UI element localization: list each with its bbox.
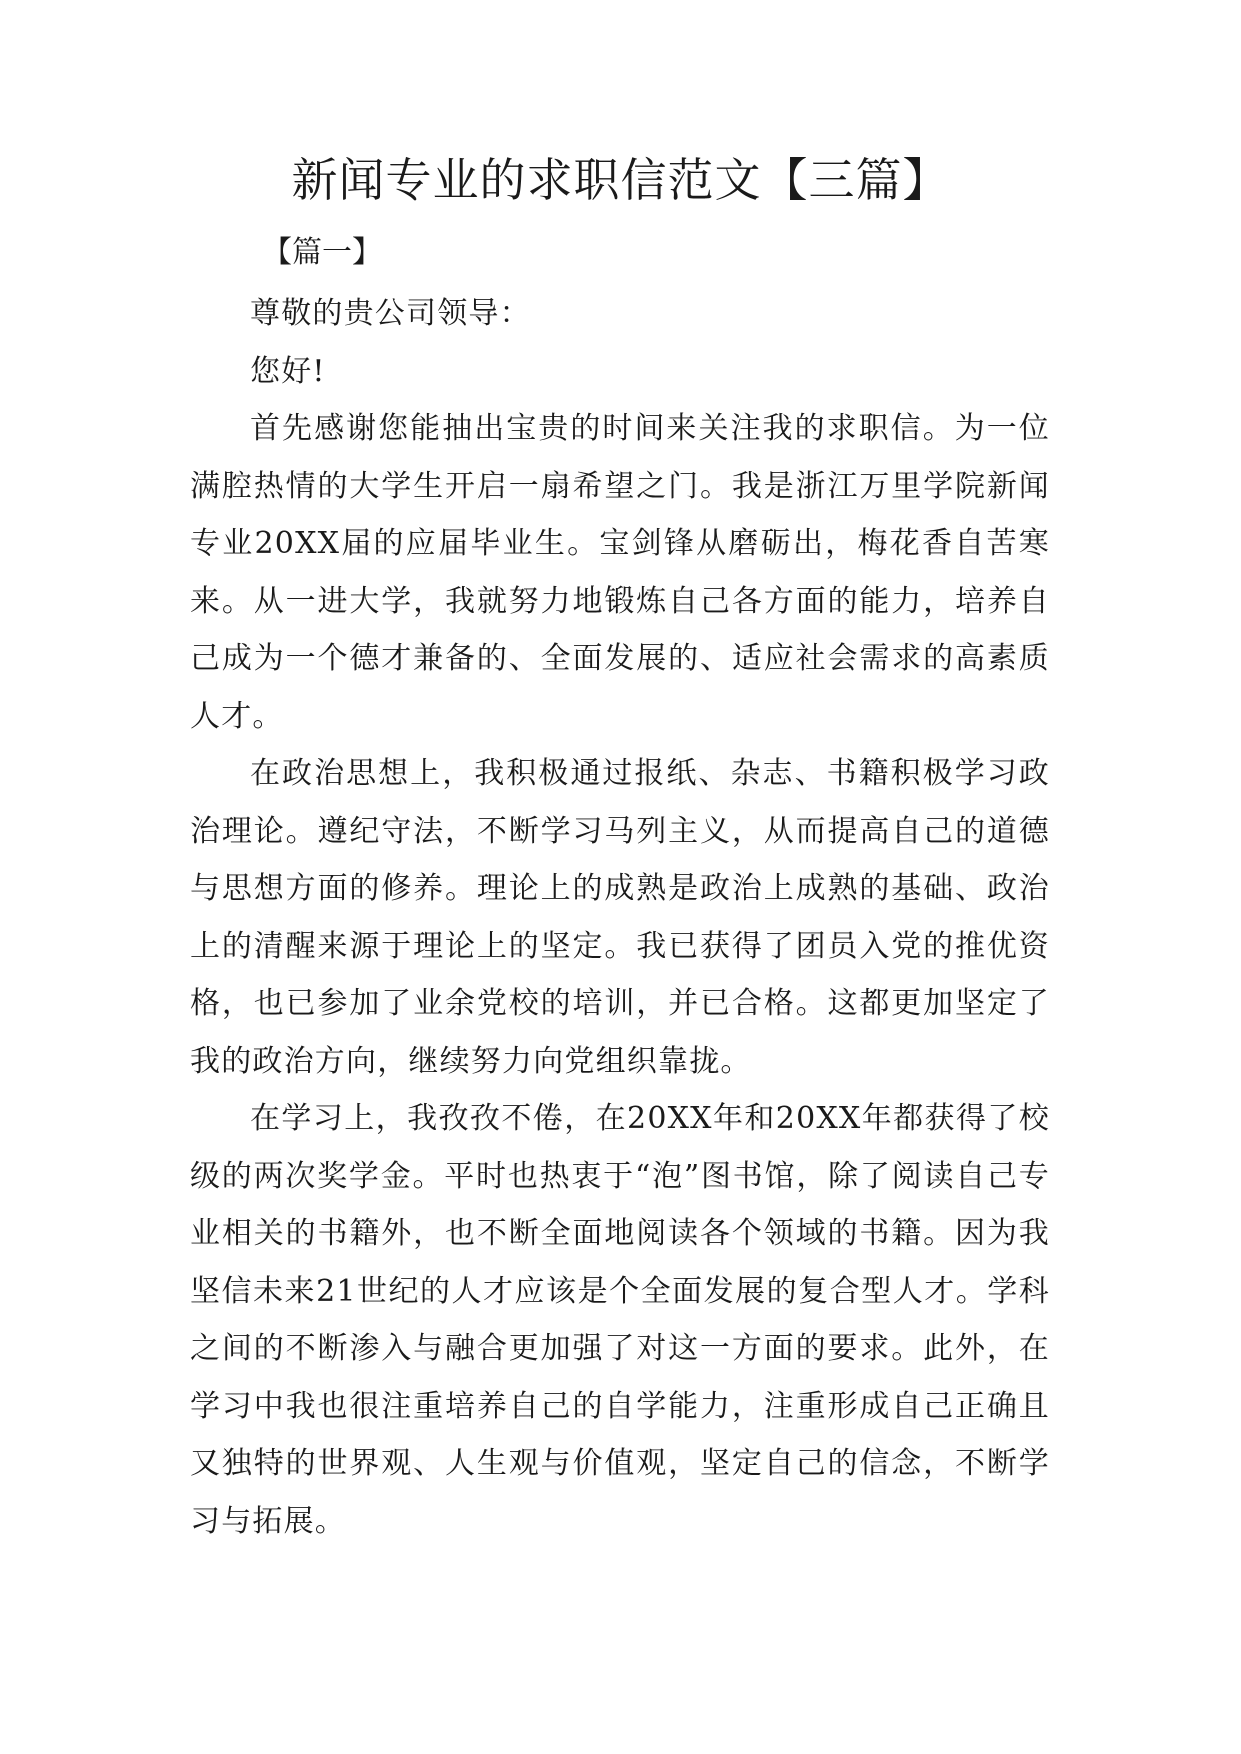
salutation: 尊敬的贵公司领导： [250, 296, 531, 331]
greeting: 您好! [250, 353, 326, 389]
paragraph-politics: 在政治思想上，我积极通过报纸、杂志、书籍积极学习政治理论。遵纪守法，不断学习马列主义，从而提高自己的道德与思想方面的修养。理论上的成熟是政治上成熟的基础、政治上的清醒来源于理论上的坚定。我已获得了团员入党的推优资格，也已参加了业余党校的培训，并已合格。这都更加坚定了我的政治方向，继续努力向党组织靠拢。 [190, 756, 1050, 1079]
section-label: 【篇一】 [262, 235, 382, 270]
paragraph-study: 在学习上，我孜孜不倦，在20XX年和20XX年都获得了校级的两次奖学金。平时也热衷于“泡”图书馆，除了阅读自己专业相关的书籍外，也不断全面地阅读各个领域的书籍。因为我坚信未来21世纪的人才应该是个全面发展的复合型人才。学科之间的不断渗入与融合更加强了对这一方面的要求。此外，在学习中我也很注重培养自己的自学能力，注重形成自己正确且又独特的世界观、人生观与价值观，坚定自己的信念，不断学习与拓展。 [190, 1101, 1050, 1539]
page-title: 新闻专业的求职信范文【三篇】 [291, 153, 950, 207]
paragraph-intro: 首先感谢您能抽出宝贵的时间来关注我的求职信。为一位满腔热情的大学生开启一扇希望之门。我是浙江万里学院新闻专业20XX届的应届毕业生。宝剑锋从磨砺出，梅花香自苦寒来。从一进大学，我就努力地锻炼自己各方面的能力，培养自己成为一个德才兼备的、全面发展的、适应社会需求的高素质人才。 [190, 411, 1050, 734]
letter-body [190, 285, 1050, 1550]
